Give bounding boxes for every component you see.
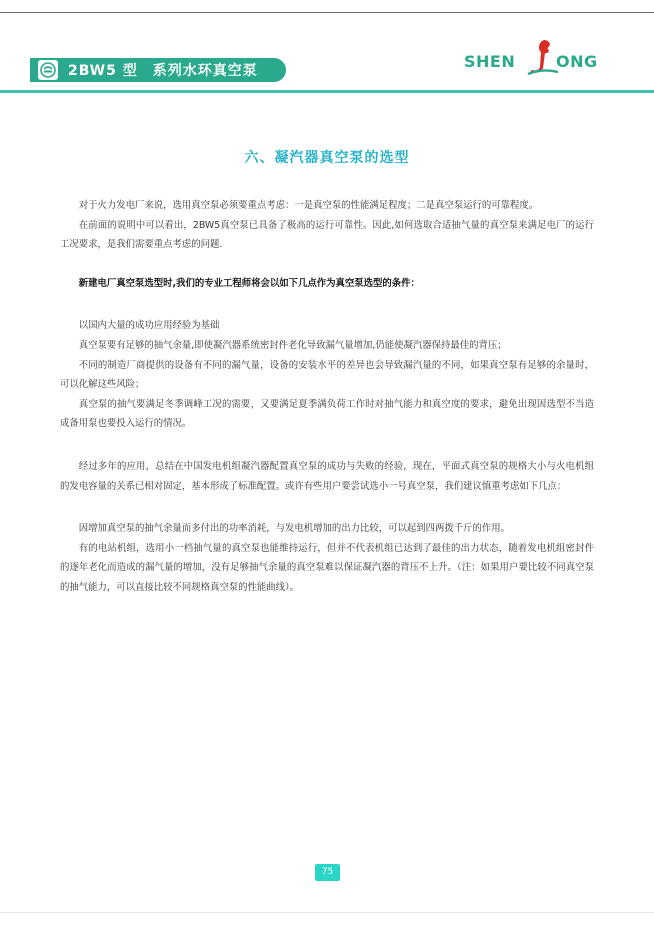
brand-text-left: SHEN xyxy=(464,52,516,71)
page-number: 75 xyxy=(315,864,340,881)
brand-text-right: ONG xyxy=(556,52,598,71)
paragraph: 以国内大量的成功应用经验为基础 xyxy=(78,320,220,332)
paragraph: 不同的制造厂商提供的设备有不同的漏气量，设备的安装水平的差异也会导致漏汽量的不同，如果真空泵有足够的余量时，可以化解这些风险； xyxy=(60,359,594,391)
header-band xyxy=(0,90,654,93)
body-text xyxy=(60,196,594,598)
paragraph: 在前面的说明中可以看出，2BW5真空泵已具备了极高的运行可靠性。因此,如何选取合适抽气量的真空泵来满足电厂的运行工况要求，是我们需要重点考虑的问题. xyxy=(60,219,594,251)
paragraph: 因增加真空泵的抽气余量而多付出的功率消耗，与发电机增加的出力比较，可以起到四两拨千斤的作用。 xyxy=(78,523,511,535)
company-logo-icon xyxy=(38,60,58,80)
paragraph: 经过多年的应用，总结在中国发电机组凝汽器配置真空泵的成功与失败的经验，现在，平面式真空泵的规格大小与火电机组的发电容量的关系已相对固定，基本形成了标准配置。或许有些用户要尝试选小一号真空泵，我们建议慎重考虑如下几点： xyxy=(60,460,594,492)
paragraph-emphasis: 新建电厂真空泵选型时,我们的专业工程师将会以如下几点作为真空泵选型的条件： xyxy=(78,277,420,289)
dragon-logo-icon xyxy=(526,38,560,78)
paragraph: 有的电站机组，选用小一档抽气量的真空泵也能维持运行，但并不代表机组已达到了最佳的出力状态，随着发电机组密封件的逐年老化而造成的漏气量的增加，没有足够抽气余量的真空泵难以保证凝汽器的背压不上升。（注：如果用户要比较不同真空泵的抽气能力，可以直接比较不同规格真空泵的性能曲线）。 xyxy=(60,542,594,593)
product-series-tab xyxy=(30,58,286,82)
paragraph: 真空泵的抽气要满足冬季调峰工况的需要，又要满足夏季满负荷工作时对抽气能力和真空度的要求，避免出现因选型不当造成备用泵也要投入运行的情况。 xyxy=(60,398,594,430)
series-label: 2BW5 型 系列水环真空泵 xyxy=(68,63,258,79)
bottom-rule xyxy=(0,912,654,913)
section-title: 六、凝汽器真空泵的选型 xyxy=(244,150,410,166)
brand-logo xyxy=(464,38,604,82)
paragraph: 对于火力发电厂来说，选用真空泵必须要重点考虑：一是真空泵的性能满足程度；二是真空泵运行的可靠程度。 xyxy=(78,200,539,211)
paragraph: 真空泵要有足够的抽气余量,即使凝汽器系统密封件老化导致漏气量增加,仍能使凝汽器保持最佳的背压； xyxy=(78,339,507,351)
top-rule xyxy=(0,12,654,13)
